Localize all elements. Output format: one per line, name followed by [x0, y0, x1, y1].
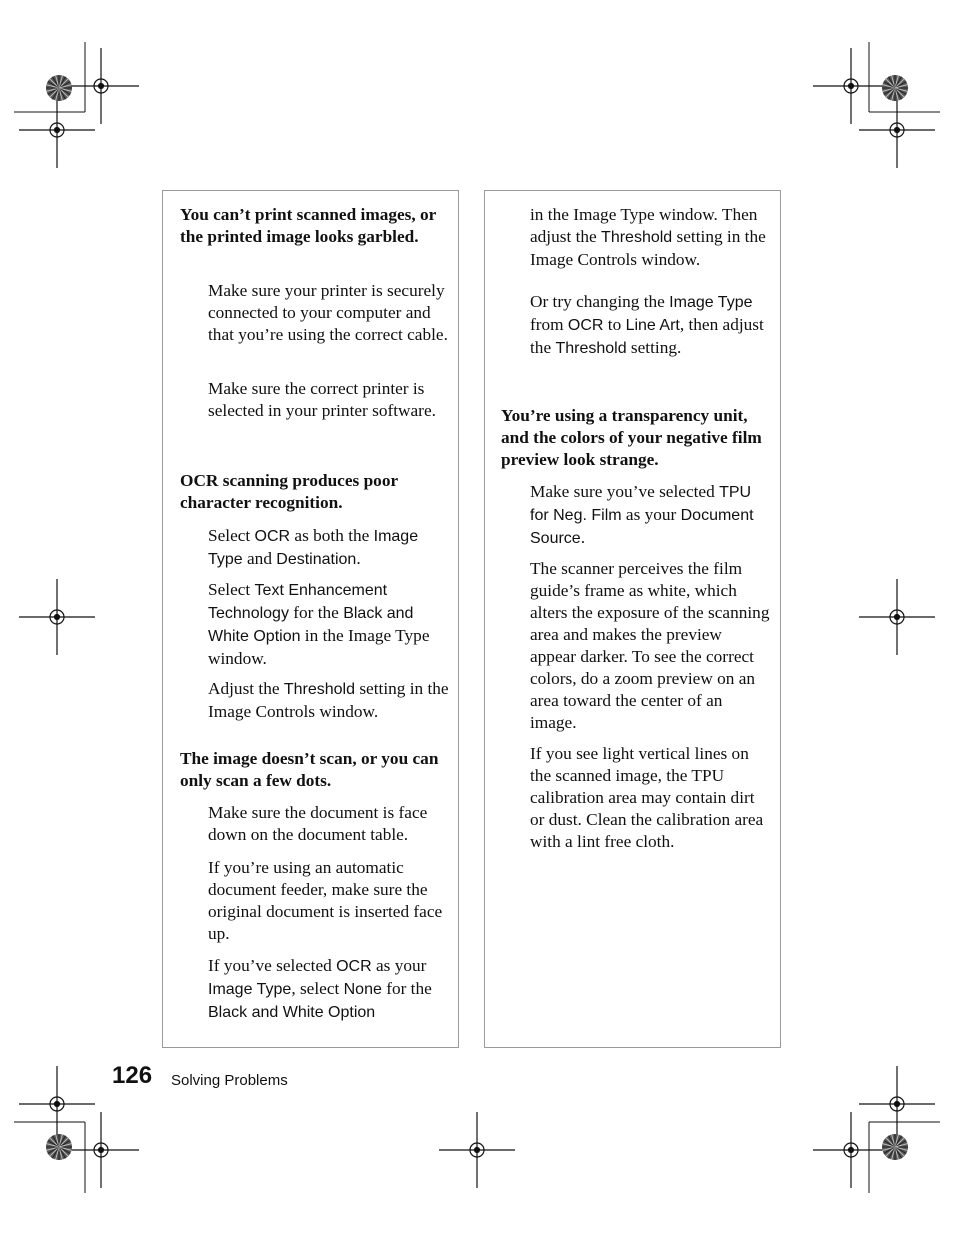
body-paragraph [208, 955, 452, 1024]
text-run: setting in the Image Controls window. [530, 227, 766, 269]
ui-term: OCR [254, 528, 291, 545]
ui-term: Threshold [601, 229, 673, 246]
body-paragraph [208, 280, 452, 346]
ui-term: OCR [336, 958, 372, 975]
ui-term: Threshold [555, 340, 627, 357]
registration-mark [859, 1066, 935, 1142]
ui-term: Text Enhancement Technology [208, 582, 388, 622]
text-run: as your [621, 505, 681, 524]
text-run: in the Image Type window. Then adjust the [530, 205, 758, 246]
body-paragraph [208, 378, 452, 422]
text-run: setting. [626, 338, 682, 357]
right-column [484, 190, 781, 1048]
section-heading: You can’t print scanned images, or the printed image looks garbled. [180, 205, 437, 246]
ui-term: Black and White Option [208, 605, 414, 645]
text-run: as your [371, 956, 427, 975]
ui-term: Image Type [208, 528, 419, 568]
text-run: Select [208, 526, 255, 545]
text-run: to [603, 315, 626, 334]
ui-term: Line Art [625, 317, 680, 334]
section-heading: The image doesn’t scan, or you can only scan a few dots. [180, 749, 439, 790]
registration-mark [19, 92, 95, 168]
registration-mark [813, 1112, 889, 1188]
page-number: 126 [112, 1062, 153, 1089]
text-run: for the [381, 979, 432, 998]
body-paragraph [530, 291, 770, 360]
text-run: Adjust the [208, 679, 284, 698]
body-paragraph [208, 802, 452, 846]
registration-mark [19, 579, 95, 655]
sunburst-target [882, 75, 908, 101]
text-run: Select [208, 580, 255, 599]
sunburst-target [882, 1134, 908, 1160]
ui-term: None [343, 981, 382, 998]
text-run: from [530, 315, 568, 334]
text-run: If you’re using an automatic document feeder, make sure the original document is inserted face up. [208, 858, 443, 943]
body-paragraph [208, 857, 452, 945]
registration-mark [63, 1112, 139, 1188]
body-paragraph [208, 525, 452, 571]
text-run: Make sure your printer is securely connected to your computer and that you’re using the correct cable. [208, 281, 448, 344]
section-heading: You’re using a transparency unit, and the colors of your negative film preview look strange. [501, 406, 762, 469]
registration-mark [63, 48, 139, 124]
body-paragraph [208, 678, 452, 723]
registration-mark [813, 48, 889, 124]
text-run: setting in the Image Controls window. [208, 679, 449, 721]
text-run: The scanner perceives the film guide’s frame as white, which alters the exposure of the scanning area and makes the preview appear darker. To see the correct colors, do a zoom preview on an area toward the center of an image. [530, 559, 770, 732]
sunburst-target [46, 1134, 72, 1160]
ui-term: Image Type [208, 981, 292, 998]
body-paragraph [208, 579, 452, 670]
text-run: , then adjust the [530, 315, 764, 357]
ui-term: OCR [567, 317, 604, 334]
footer-section-title: Solving Problems [171, 1072, 288, 1089]
ui-term: Destination [276, 551, 357, 568]
registration-mark [859, 92, 935, 168]
text-run: Make sure the correct printer is selected in your printer software. [208, 379, 436, 420]
ui-term: Image Type [669, 294, 753, 311]
registration-mark [859, 579, 935, 655]
text-run: and [242, 549, 277, 568]
body-paragraph [530, 743, 770, 853]
body-paragraph [530, 481, 770, 550]
body-paragraph [530, 204, 770, 271]
sunburst-target [46, 75, 72, 101]
text-run: Make sure you’ve selected [530, 482, 720, 501]
text-run: Or try changing the [530, 292, 670, 311]
text-run: If you see light vertical lines on the scanned image, the TPU calibration area may contain dirt or dust. Clean the calibration area with a lint free cloth. [530, 744, 764, 851]
ui-term: Threshold [283, 681, 355, 698]
text-run: , select [291, 979, 344, 998]
text-run: If you’ve selected [208, 956, 337, 975]
section-heading: OCR scanning produces poor character recognition. [180, 471, 398, 512]
registration-mark [19, 1066, 95, 1142]
body-paragraph [530, 558, 770, 734]
text-run: for the [288, 603, 344, 622]
ui-term: Document Source [530, 507, 754, 547]
ui-term: TPU for Neg. Film [530, 484, 752, 524]
text-run: in the Image Type window. [208, 626, 430, 668]
ui-term: Black and White Option [208, 1004, 376, 1021]
text-run: . [580, 528, 586, 547]
text-run: as both the [290, 526, 374, 545]
registration-mark [439, 1112, 515, 1188]
left-column [162, 190, 459, 1048]
text-run: Make sure the document is face down on the document table. [208, 803, 428, 844]
text-run: . [356, 549, 361, 568]
